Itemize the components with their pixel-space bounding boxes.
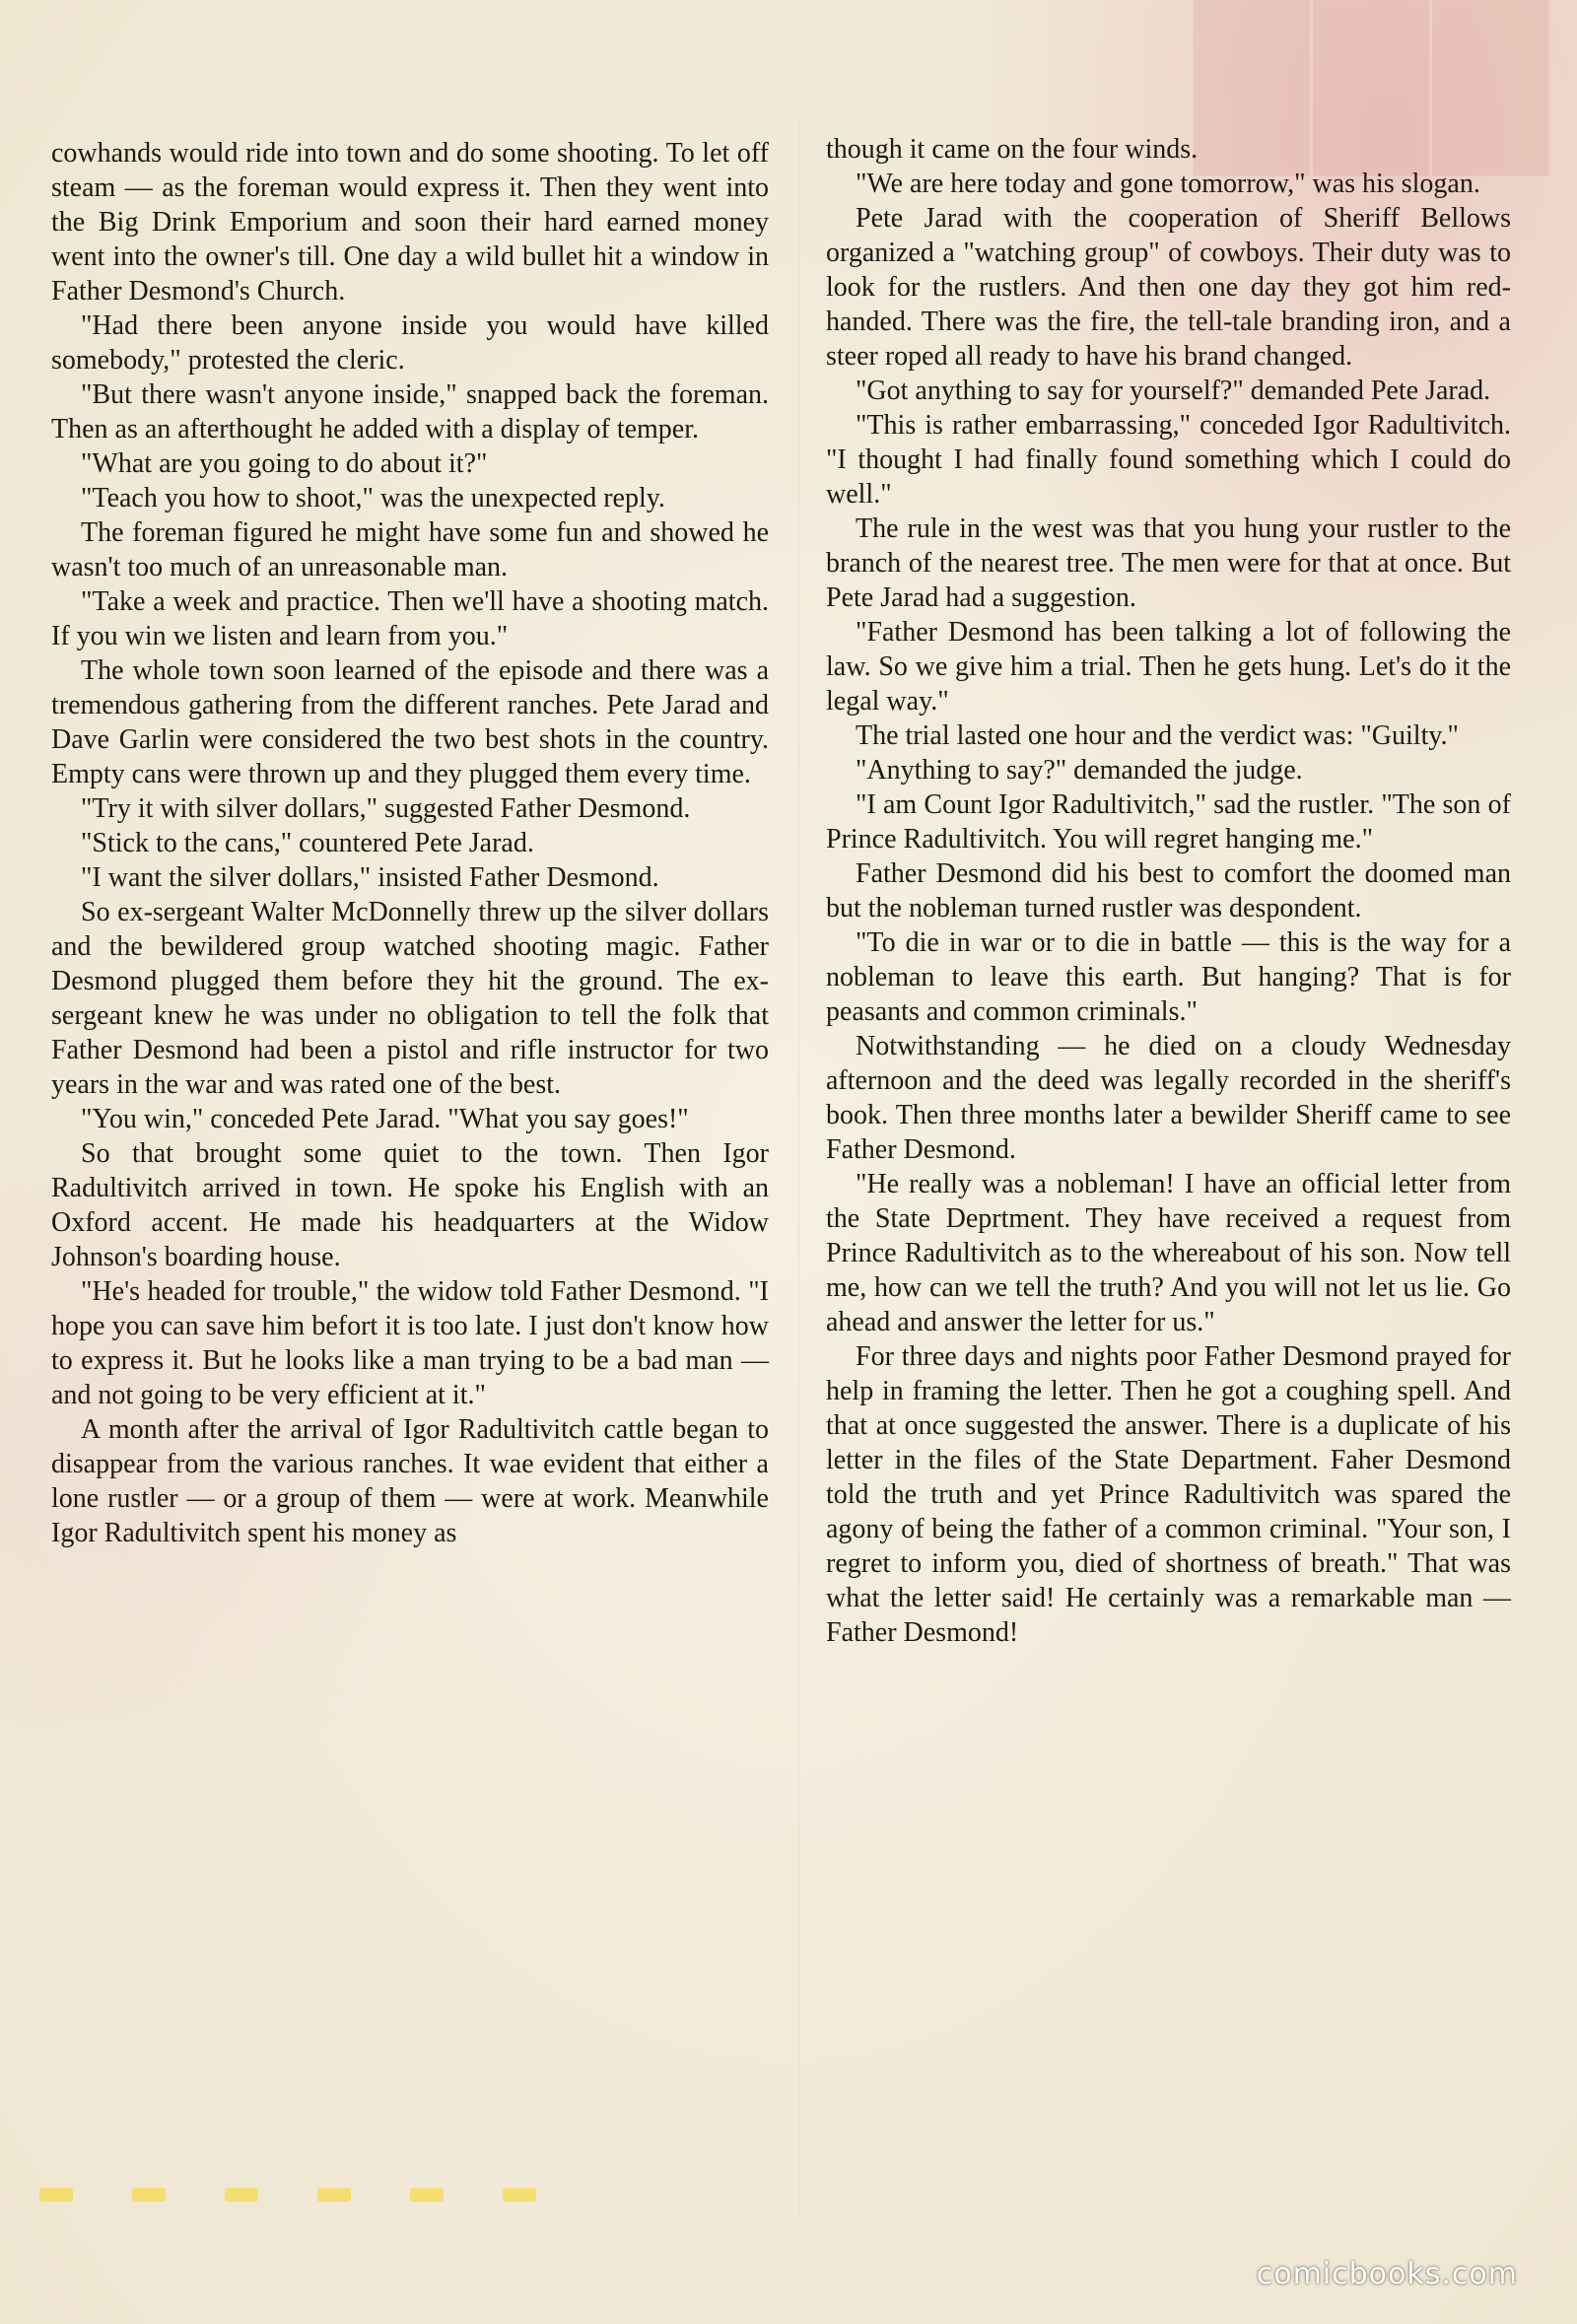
paragraph: "Try it with silver dollars," suggested Father Desmond. bbox=[81, 793, 691, 824]
paragraph: cowhands would ride into town and do some shooting. To let off steam — as the foreman would express it. Then they went into the Big Drink Emporium and soon their hard earned money went into the owner's till. One day a wild bullet hit a window in Father Desmond's Church. bbox=[51, 138, 769, 307]
yellow-mark bbox=[39, 2188, 73, 2202]
paragraph: "What are you going to do about it?" bbox=[81, 448, 488, 479]
paragraph: "I want the silver dollars," insisted Father Desmond. bbox=[81, 862, 659, 893]
paragraph: "This is rather embarrassing," conceded Igor Radultivitch. "I thought I had finally found something which I could do well." bbox=[826, 410, 1511, 510]
right-text-column bbox=[826, 132, 1511, 1650]
paragraph: "Had there been anyone inside you would have killed somebody," protested the cleric. bbox=[51, 310, 769, 376]
yellow-mark bbox=[132, 2188, 166, 2202]
paragraph: "Take a week and practice. Then we'll have a shooting match. If you win we listen and learn from you." bbox=[51, 586, 769, 651]
paragraph: Father Desmond did his best to comfort the doomed man but the nobleman turned rustler was despondent. bbox=[826, 858, 1511, 923]
paragraph: "To die in war or to die in battle — this is the way for a nobleman to leave this earth. But hanging? That is for peasants and common criminals." bbox=[826, 927, 1511, 1027]
paragraph: "Teach you how to shoot," was the unexpected reply. bbox=[81, 483, 665, 513]
paragraph: "Got anything to say for yourself?" demanded Pete Jarad. bbox=[856, 376, 1491, 406]
yellow-mark bbox=[317, 2188, 351, 2202]
column-gutter bbox=[798, 118, 799, 2218]
paragraph: "He's headed for trouble," the widow told Father Desmond. "I hope you can save him befort it is too late. I just don't know how to express it. But he looks like a man trying to be a bad man — and not going to be very efficient at it." bbox=[51, 1276, 769, 1410]
paragraph: So ex-sergeant Walter McDonnelly threw up the silver dollars and the bewildered group watched shooting magic. Father Desmond plugged them before they hit the ground. The ex-sergeant knew he was under no obligation to tell the folk that Father Desmond had been a pistol and rifle instructor for two years in the war and was rated one of the best. bbox=[51, 897, 769, 1100]
paragraph: "Anything to say?" demanded the judge. bbox=[856, 755, 1303, 786]
paragraph: So that brought some quiet to the town. Then Igor Radultivitch arrived in town. He spoke his English with an Oxford accent. He made his headquarters at the Widow Johnson's boarding house. bbox=[51, 1138, 769, 1272]
paragraph: The rule in the west was that you hung your rustler to the branch of the nearest tree. The men were for that at once. But Pete Jarad had a suggestion. bbox=[826, 513, 1511, 613]
watermark: comicbooks.com bbox=[1256, 2257, 1518, 2291]
yellow-mark bbox=[503, 2188, 536, 2202]
yellow-mark bbox=[410, 2188, 444, 2202]
paragraph: For three days and nights poor Father Desmond prayed for help in framing the letter. Then he got a coughing spell. And that at once suggested the answer. There is a duplicate of his letter in the files of the State Department. Faher Desmond told the truth and yet Prince Radultivitch was spared the agony of being the father of a common criminal. "Your son, I regret to inform you, died of shortness of breath." That was what the letter said! He certainly was a remarkable man — Father Desmond! bbox=[826, 1341, 1511, 1648]
paragraph: Pete Jarad with the cooperation of Sheriff Bellows organized a "watching group" of cowboys. Their duty was to look for the rustlers. And then one day they got him red-handed. There was the fire, the tell-tale branding iron, and a steer roped all ready to have his brand changed. bbox=[826, 203, 1511, 372]
paragraph: The whole town soon learned of the episode and there was a tremendous gathering from the different ranches. Pete Jarad and Dave Garlin were considered the two best shots in the country. Empty cans were thrown up and they plugged them every time. bbox=[51, 655, 769, 789]
yellow-mark bbox=[225, 2188, 258, 2202]
paragraph: The foreman figured he might have some fun and showed he wasn't too much of an unreasonable man. bbox=[51, 517, 769, 582]
paragraph: though it came on the four winds. bbox=[826, 134, 1199, 165]
paragraph: "He really was a nobleman! I have an official letter from the State Deprtment. They have received a request from Prince Radultivitch as to the whereabout of his son. Now tell me, how can we tell the truth? And you will not let us lie. Go ahead and answer the letter for us." bbox=[826, 1169, 1511, 1337]
left-text-column bbox=[51, 136, 769, 1550]
paragraph: "We are here today and gone tomorrow," was his slogan. bbox=[856, 169, 1480, 199]
paragraph: The trial lasted one hour and the verdict was: "Guilty." bbox=[856, 720, 1459, 751]
show-through-title-decoration: ███ bbox=[1188, 1, 1547, 174]
paragraph: Notwithstanding — he died on a cloudy Wednesday afternoon and the deed was legally recorded in the sheriff's book. Then three months later a bewilder Sheriff came to see Father Desmond. bbox=[826, 1031, 1511, 1165]
bottom-color-bleed bbox=[39, 2188, 536, 2202]
paragraph: "You win," conceded Pete Jarad. "What you say goes!" bbox=[81, 1104, 689, 1134]
paragraph: "Stick to the cans," countered Pete Jarad. bbox=[81, 828, 534, 858]
paragraph: "But there wasn't anyone inside," snapped back the foreman. Then as an afterthought he added with a display of temper. bbox=[51, 379, 769, 444]
paragraph: "I am Count Igor Radultivitch," sad the rustler. "The son of Prince Radultivitch. You will regret hanging me." bbox=[826, 789, 1511, 854]
paragraph: "Father Desmond has been talking a lot of following the law. So we give him a trial. Then he gets hung. Let's do it the legal way." bbox=[826, 617, 1511, 717]
paragraph: A month after the arrival of Igor Radultivitch cattle began to disappear from the various ranches. It wae evident that either a lone rustler — or a group of them — were at work. Meanwhile Igor Radultivitch spent his money as bbox=[51, 1414, 769, 1548]
